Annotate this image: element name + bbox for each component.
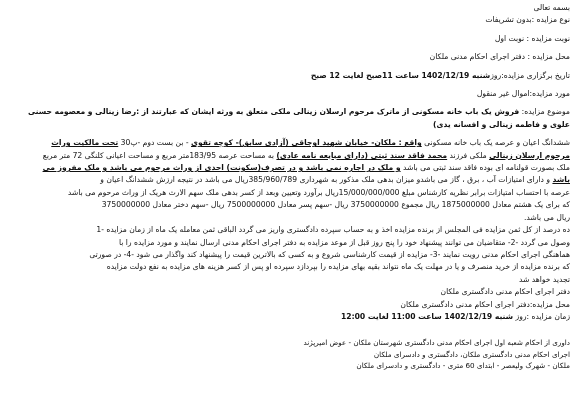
closing-time (6, 311, 570, 323)
occupancy-status: باشد (552, 175, 570, 185)
occupancy-status: و ملک در اجاره نمی باشد و در تصرف(سکونت) احدی از وراث مرحوم می باشد و ملک مفروز می (42, 163, 401, 173)
auction-subject: مورد مزایده:اموال غیر منقول (476, 89, 570, 99)
ownership-label: تحت مالکیت وراث (51, 138, 119, 148)
closing-office: دفتر اجرای احکام مدنی دادگستری ملکان (440, 287, 570, 297)
footer-line: داوری از احکام شعبه اول اجرای احکام مدنی دادگستری شهرستان ملکان - عوض امیرپژند (303, 338, 570, 348)
auction-topic-label: موضوع مزایده: (519, 107, 570, 117)
terms-line: ده درصد از کل ثمن مزایده فی المجلس از برنده مزایده اخذ و به حساب سپرده دادگستری واریز می گردد الباقی ثمن معامله یک ماه از زمان مزایده -1 (96, 225, 570, 235)
auction-topic-text-2: علوی و فاطمه زینالی و افسانه یدی) (433, 119, 570, 129)
auction-venue: محل مزایده : دفتر اجرای احکام مدنی ملکان (429, 52, 570, 62)
terms-line: تجدید خواهد شد (519, 274, 570, 284)
closing-time-prefix: زمان مزایده :روز (513, 311, 570, 321)
auction-round: نوبت مزایده : نوبت اول (494, 33, 570, 43)
auction-type: نوع مزایده :بدون تشریفات (485, 15, 570, 25)
description-line (6, 150, 570, 162)
description-text: - بن بست دوم -پ30 (118, 138, 191, 148)
terms-line: هماهنگی اجرای احکام مدنی رویت نمایند -3- مزایده از قیمت کارشناسی شروع و به کسی که بالاترین قیمت را پیشنهاد کند واگذار می شود -4- در صورتی (89, 249, 570, 259)
deceased-name: مرحوم ارسلان زینالی (489, 150, 570, 160)
basmala: بسمه تعالی (533, 3, 570, 12)
auction-date-prefix: تاریخ برگزاری مزایده:روز (490, 70, 570, 80)
terms-line: که برنده مزایده از خرید منصرف و یا در مهلت یک ماه نتواند بقیه بهای مزایده را بپردازد سپرده او پس از کسر هزینه های مزایده به نفع دولت مزایده (106, 262, 570, 272)
auction-date (6, 70, 570, 82)
description-line: که برای یک هشتم معادل 1875000000 ریال مجموع 3750000000 ریال -سهم پسر معادل 7500000000 ریال -سهم دختر معادل 3750000000 (101, 200, 570, 210)
description-text: ششدانگ اعیان و عرصه یک باب خانه مسکونی (421, 138, 570, 148)
description-line (6, 174, 570, 186)
description-line (6, 137, 570, 149)
auction-date-value: شنبه 1402/12/19 ساعت 11صبح لغایت 12 صبح (310, 70, 491, 80)
closing-place: محل مزایده:دفتر اجرای احکام مدنی دادگستری ملکان (400, 299, 570, 309)
footer-line: اجرای احکام مدنی دادگستری ملکان، دادگستری و دادسرای ملکان (373, 349, 570, 359)
description-line (6, 162, 570, 174)
property-address: واقع : ملکان- خیابان شهید اوجاقی (آزادی سابق)- کوچه تقوی (191, 138, 422, 148)
description-text: ملکی فرزند (447, 150, 490, 160)
auction-topic-text: فروش یک باب خانه مسکونی از ماترک مرحوم ارسلان زینالی ملکی متعلق به ورثه ایشان که عبارتند از :رضا زینالی و معصومه حسنی (27, 107, 520, 117)
property-description (6, 137, 570, 286)
description-text: ملک بصورت قولنامه ای بوده فاقد سند ثبتی می باشد (400, 163, 570, 173)
closing-time-value: شنبه 1402/12/19 ساعت 11:00 لغایت 12:00 (341, 311, 514, 321)
auction-topic (6, 106, 570, 118)
description-line: عرصه با احتساب امتیازات برابر نظریه کارشناس مبلغ 15/000/000/000ریال برآورد وتعیین وبعد از کسر بدهی ملک سهم الارث هریک از وراث مرحوم می باشد (67, 187, 570, 197)
deed-status: محمد فاقد سند ثبتی (دارای مبایعه نامه عادی) (276, 150, 448, 160)
footer (6, 337, 570, 371)
description-line: ریال می باشد. (523, 212, 570, 222)
terms-line: وصول می گردد -2- متقاضیان می توانند پیشنهاد خود را پنج روز قبل از موعد مزایده به دفتر اجرای احکام مدنی ارسال نمایند و مورد مزایده را با (118, 237, 570, 247)
description-text: به مساحت عرصه 183/95متر مربع و مساحت اعیانی کلنگی 72 متر مربع (42, 150, 277, 160)
footer-line: ملکان - شهرک ولیعصر - ابتدای 60 متری - دادگستری و دادسرای ملکان (356, 361, 570, 371)
description-text: و دارای امتیازات آب ، برق ، گاز می باشدو میزان بدهی ملک مذکور به شهرداری 385/960/789ریال می باشد در نتیجه ارزش ششدانگ اعیان و (100, 175, 553, 185)
